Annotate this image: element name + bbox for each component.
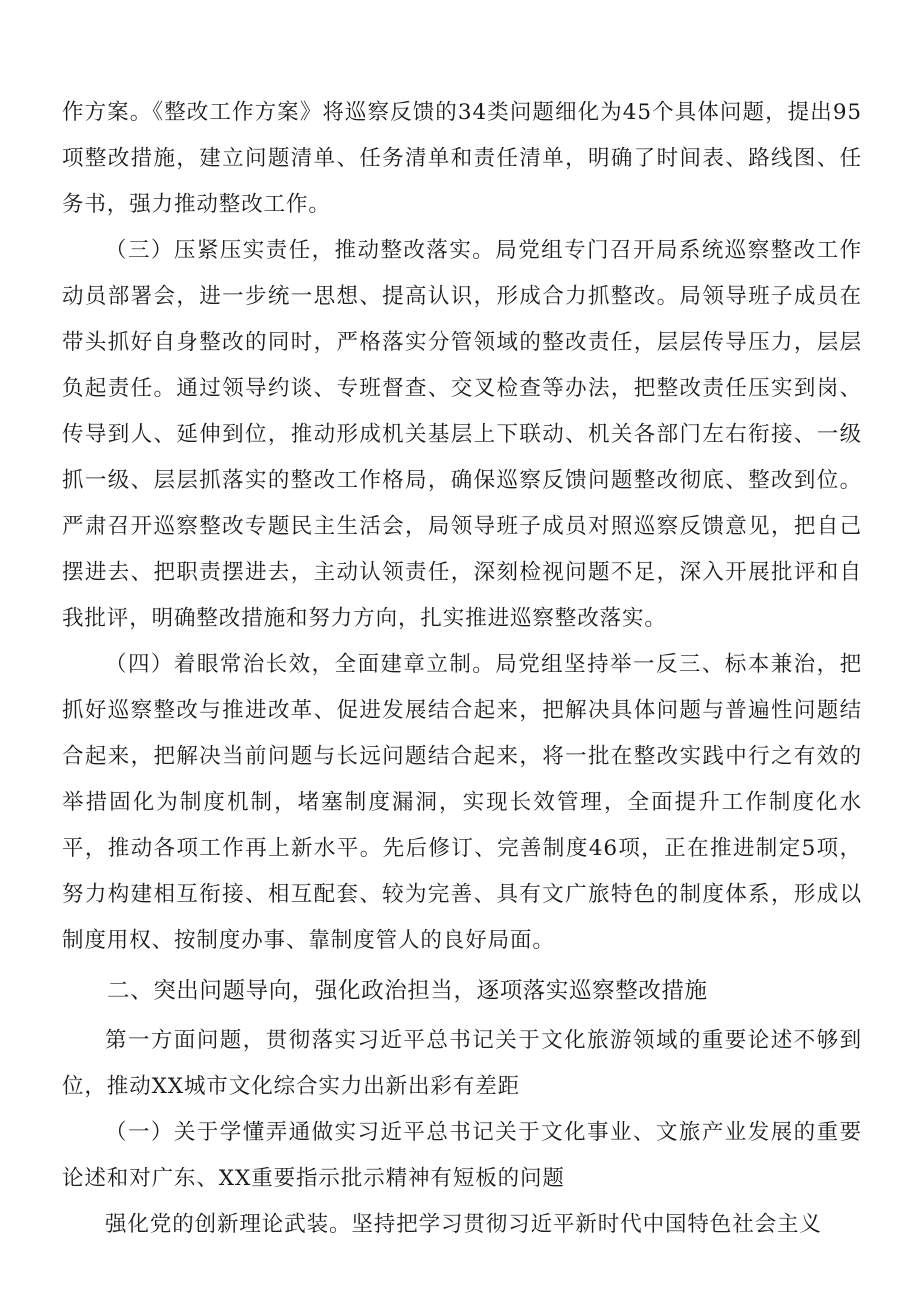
paragraph-continuation: 作方案。《整改工作方案》将巡察反馈的34类问题细化为45个具体问题，提出95项整改措施，建立问题清单、任务清单和责任清单，明确了时间表、路线图、任务书，强力推动整改工作。 — [62, 100, 862, 217]
section-heading-two: 二、突出问题导向，强化政治担当，逐项落实巡察整改措施 — [107, 978, 708, 1004]
paragraph-first-issue: 第一方面问题，贯彻落实习近平总书记关于文化旅游领域的重要论述不够到位，推动XX城市文化综合实力出新出彩有差距 — [62, 1028, 862, 1099]
document-page — [62, 90, 862, 1248]
paragraph-theory-armament: 强化党的创新理论武装。坚持把学习贯彻习近平新时代中国特色社会主义 — [105, 1212, 822, 1237]
paragraph-section-four: （四）着眼常治长效，全面建章立制。局党组坚持举一反三、标本兼治，把抓好巡察整改与推进改革、促进发展结合起来，把解决具体问题与普遍性问题结合起来，把解决当前问题与长远问题结合起来，将一批在整改实践中行之有效的举措固化为制度机制，堵塞制度漏洞，实现长效管理，全面提升工作制度化水平，推动各项工作再上新水平。先后修订、完善制度46项，正在推进制定5项，努力构建相互衔接、相互配套、较为完善、具有文广旅特色的制度体系，形成以制度用权、按制度办事、靠制度管人的良好局面。 — [62, 652, 862, 953]
paragraph-sub-issue-one: （一）关于学懂弄通做实习近平总书记关于文化事业、文旅产业发展的重要论述和对广东、XX重要指示批示精神有短板的问题 — [62, 1120, 862, 1191]
paragraph-section-three: （三）压紧压实责任，推动整改落实。局党组专门召开局系统巡察整改工作动员部署会，进一步统一思想、提高认识，形成合力抓整改。局领导班子成员在带头抓好自身整改的同时，严格落实分管领域的整改责任，层层传导压力，层层负起责任。通过领导约谈、专班督查、交叉检查等办法，把整改责任压实到岗、传导到人、延伸到位，推动形成机关基层上下联动、机关各部门左右衔接、一级抓一级、层层抓落实的整改工作格局，确保巡察反馈问题整改彻底、整改到位。严肃召开巡察整改专题民主生活会，局领导班子成员对照巡察反馈意见，把自己摆进去、把职责摆进去，主动认领责任，深刻检视问题不足，深入开展批评和自我批评，明确整改措施和努力方向，扎实推进巡察整改落实。 — [62, 238, 862, 631]
